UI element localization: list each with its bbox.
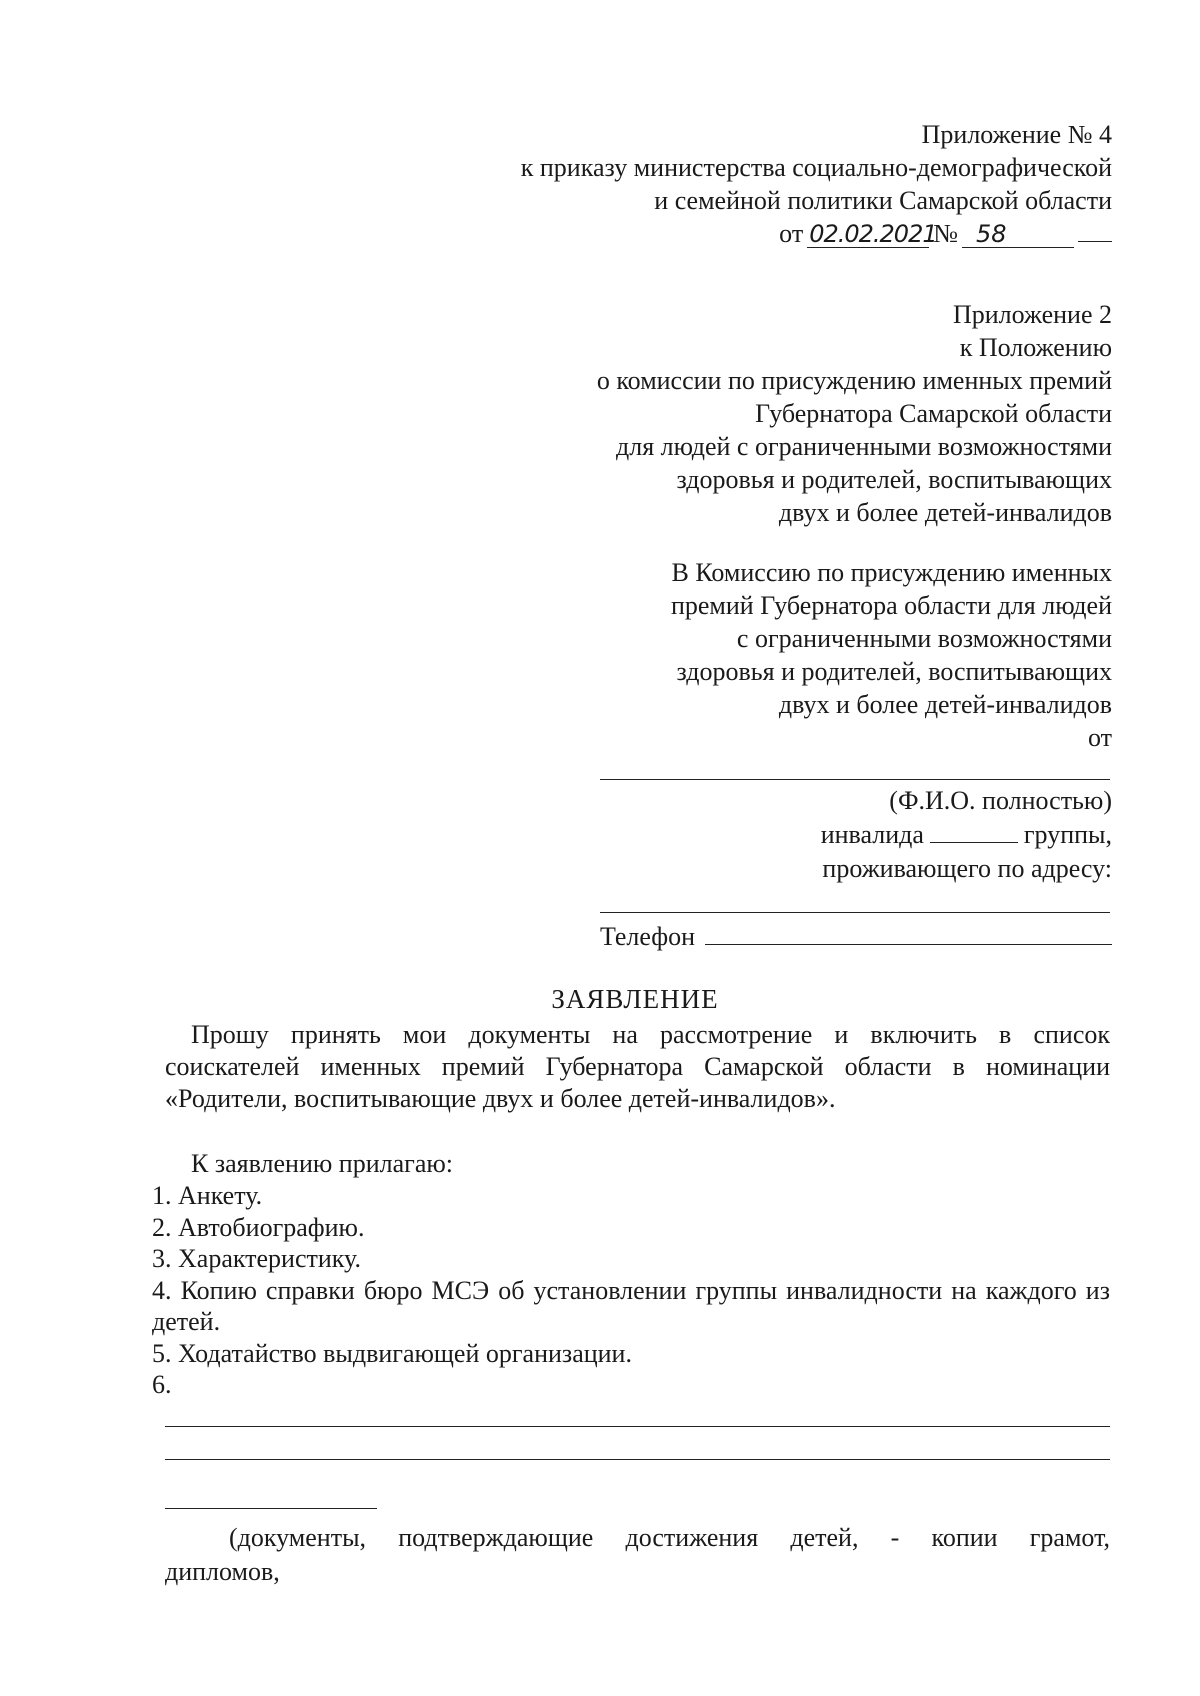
appendix-4-header xyxy=(521,118,1112,250)
appendix-2-line: Приложение 2 xyxy=(952,300,1112,329)
disability-group-row xyxy=(821,818,1112,851)
attachments-list xyxy=(152,1180,1110,1401)
group-suffix: группы, xyxy=(1023,820,1112,849)
attachment-blank-line-2 xyxy=(165,1459,1110,1460)
appendix-2-line: к Положению xyxy=(959,333,1112,362)
addressee-line: премий Губернатора области для людей xyxy=(670,591,1112,620)
address-label: проживающего по адресу: xyxy=(822,854,1112,883)
list-item: 2. Автобиографию. xyxy=(152,1212,365,1242)
fio-blank-line xyxy=(600,779,1110,780)
phone-label: Телефон xyxy=(600,922,696,951)
group-blank xyxy=(930,820,1018,843)
phone-row xyxy=(600,918,1112,953)
appendix-2-line: здоровья и родителей, воспитывающих xyxy=(676,465,1112,494)
list-item: 6. xyxy=(152,1370,172,1399)
list-item: 4. Копию справки бюро МСЭ об установлении группы инвалидности на каждого из детей. xyxy=(152,1275,1110,1336)
group-prefix: инвалида xyxy=(820,820,924,849)
number-blank-tail xyxy=(1078,221,1112,242)
attachment-blank-line-1 xyxy=(165,1426,1110,1427)
footnote-rule xyxy=(165,1508,377,1509)
attachments-heading: К заявлению прилагаю: xyxy=(191,1149,454,1178)
list-item: 1. Анкету. xyxy=(152,1181,263,1210)
handwritten-number: 58 xyxy=(962,221,1074,248)
addressee-block xyxy=(671,556,1112,754)
disability-group-line xyxy=(821,818,1112,851)
appendix-2-line: для людей с ограниченными возможностями xyxy=(616,432,1112,461)
appendix-4-ministry: и семейной политики Самарской области xyxy=(654,186,1112,215)
appendix-2-line: о комиссии по присуждению именных премий xyxy=(596,366,1112,395)
appendix-2-line: двух и более детей-инвалидов xyxy=(778,498,1112,527)
appendix-4-title: Приложение № 4 xyxy=(921,120,1112,149)
document-title: ЗАЯВЛЕНИЕ xyxy=(551,984,719,1014)
list-item: 5. Ходатайство выдвигающей организации. xyxy=(152,1338,632,1368)
addressee-from: от xyxy=(1087,723,1112,752)
addressee-line: здоровья и родителей, воспитывающих xyxy=(676,657,1112,686)
footnote-line-1 xyxy=(165,1521,1110,1555)
footnote-line-2: дипломов, xyxy=(165,1557,280,1586)
addressee-line: В Комиссию по присуждению именных xyxy=(671,558,1112,587)
addressee-line: двух и более детей-инвалидов xyxy=(778,690,1112,719)
address-blank-line xyxy=(600,912,1110,913)
number-prefix: № xyxy=(933,219,958,248)
handwritten-date: 02.02.2021 xyxy=(809,220,937,248)
appendix-2-line: Губернатора Самарской области xyxy=(755,399,1112,428)
appendix-2-header xyxy=(597,298,1112,529)
fio-caption-text: (Ф.И.О. полностью) xyxy=(889,786,1112,815)
date-prefix: от xyxy=(779,219,804,248)
request-paragraph xyxy=(165,1019,1110,1115)
addressee-line: с ограниченными возможностями xyxy=(736,624,1112,653)
phone-blank-line xyxy=(705,918,1112,945)
appendix-4-date-row xyxy=(521,217,1112,250)
appendix-4-order-ref: к приказу министерства социально-демографической xyxy=(520,153,1112,182)
request-text: Прошу принять мои документы на рассмотрение и включить в список соискателей именных премий Губернатора Самарской области в номинации «Родители, воспитывающие двух и более детей-инвалидов». xyxy=(165,1020,1110,1113)
footnote-text-1: (документы, подтверждающие достижения детей, - копии грамот, xyxy=(229,1523,1110,1552)
fio-caption xyxy=(889,784,1112,817)
list-item: 3. Характеристику. xyxy=(152,1244,361,1273)
address-label-block xyxy=(822,852,1112,885)
